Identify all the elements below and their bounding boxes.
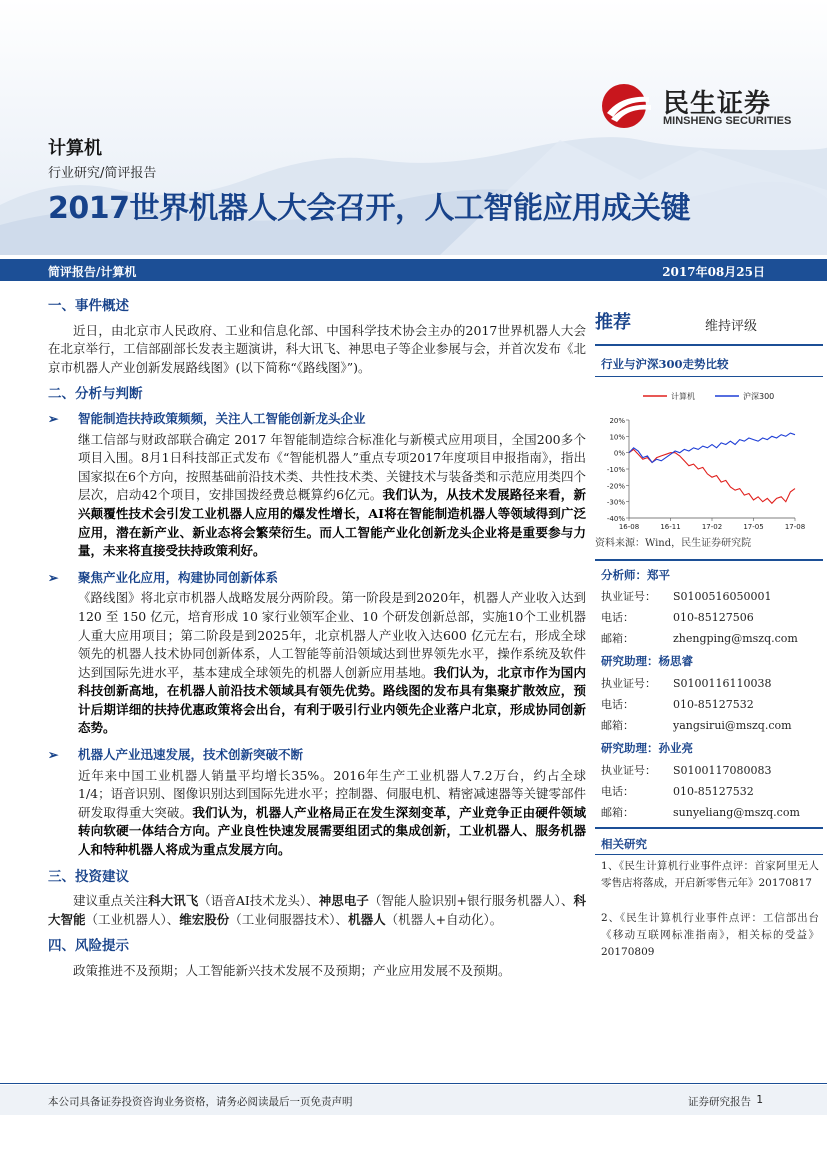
analyst-tel xyxy=(601,609,754,625)
report-category: 简评报告/计算机 xyxy=(48,265,137,279)
section-heading: 四、风险提示 xyxy=(48,938,129,955)
y-tick-label: -40% xyxy=(606,515,625,523)
bullet-title: 聚焦产业化应用，构建协同创新体系 xyxy=(78,569,279,585)
related-item[interactable]: 2、《民生计算机行业事件点评：工信部出台《移动互联网标准指南》，相关标的受益》20170809 xyxy=(601,912,819,958)
info-bar xyxy=(0,259,827,281)
assistant-tel xyxy=(601,696,754,712)
chart-source: 资料来源：Wind，民生证券研究院 xyxy=(595,538,752,549)
section-heading: 三、投资建议 xyxy=(48,868,129,885)
x-tick-label: 17-05 xyxy=(743,523,764,531)
assistant-mail xyxy=(601,717,792,733)
divider xyxy=(595,854,823,855)
label: 执业证号： xyxy=(601,677,656,690)
trend-chart xyxy=(595,380,823,535)
email-link[interactable]: zhengping@mszq.com xyxy=(673,632,798,645)
paragraph: 近日，由北京市人民政府、工业和信息化部、中国科学技术协会主办的2017世界机器人大会在北京举行，工信部副部长发表主题演讲，科大讯飞、神思电子等企业参展与会，并首次发布《北京市机器人产业创新发展路线图》(以下简称“《路线图》”)。 xyxy=(48,322,586,375)
y-tick-label: -30% xyxy=(606,498,625,507)
paragraph: 政策推进不及预期；人工智能新兴技术发展不及预期；产业应用发展不及预期。 xyxy=(73,963,511,978)
footer-label: 证券研究报告 xyxy=(688,1096,751,1108)
text-run: （工业伺服器技术）、 xyxy=(229,911,349,927)
bullet-heading xyxy=(48,569,586,588)
y-tick-label: -20% xyxy=(606,482,625,491)
bullet-text: 继工信部与财政部联合确定 2017 年智能制造综合标准化与新模式应用项目，全国200多个项目入围。8月1日科技部正式发布《“智能机器人”重点专项2017年度项目申报指南》，指出国家拟在6个方向，按照基础前沿技术类、共性技术类、关键技术与装备类和示范应用类四个层次，启动42个项目，安排国拨经费总概算约6亿元。 xyxy=(78,431,586,503)
main-column xyxy=(48,297,586,989)
assistant-heading: 研究助理：孙业亮 xyxy=(601,741,693,755)
label: 执业证号： xyxy=(601,764,656,777)
bullet-paragraph xyxy=(48,431,586,561)
label: 电话： xyxy=(601,785,634,798)
report-title: 2017世界机器人大会召开，人工智能应用成关键 xyxy=(48,191,690,226)
section-heading: 二、分析与判断 xyxy=(48,386,143,403)
assistant-mail xyxy=(601,804,800,820)
related-item[interactable]: 1、《民生计算机行业事件点评：首家阿里无人零售店将落成，开启新零售元年》20170817 xyxy=(601,860,819,889)
bullet-text: 近年来中国工业机器人销量平均增长35%。2016年生产工业机器人7.2万台，约占全球1/4；语音识别、图像识别达到国际先进水平；控制器、伺服电机、精密减速器等关键零部件研发取得重大突破。 xyxy=(78,767,586,820)
value: S0100117080083 xyxy=(673,764,772,777)
text-run: （机器人+自动化）。 xyxy=(385,911,503,927)
series-line-计算机 xyxy=(629,449,795,503)
assistant-tel xyxy=(601,783,754,799)
analyst-cert xyxy=(601,588,772,604)
x-tick-label: 17-02 xyxy=(701,523,723,531)
value: S0100116110038 xyxy=(673,677,772,690)
chart-heading: 行业与沪深300走势比较 xyxy=(601,357,729,371)
x-tick-label: 16-11 xyxy=(660,523,681,531)
x-tick-label: 16-08 xyxy=(618,523,640,531)
value: 010-85127506 xyxy=(673,611,754,624)
label: 邮箱： xyxy=(601,806,634,819)
company-name: 维宏股份 xyxy=(179,911,230,927)
analyst-heading: 分析师：郑平 xyxy=(601,568,670,582)
email-link[interactable]: sunyeliang@mszq.com xyxy=(673,806,800,819)
text-run: （工业机器人）、 xyxy=(85,911,180,927)
y-tick-label: 20% xyxy=(609,417,625,425)
page-number: 1 xyxy=(756,1094,763,1106)
text-run: （智能人脸识别+银行服务机器人）、 xyxy=(368,893,574,909)
bullet-paragraph xyxy=(48,767,586,860)
report-type: 行业研究/简评报告 xyxy=(48,166,157,181)
assistant-cert xyxy=(601,675,772,691)
label: 邮箱： xyxy=(601,632,634,645)
section-heading: 一、事件概述 xyxy=(48,298,129,314)
report-date: 2017年08月25日 xyxy=(662,265,765,279)
bullet-title: 智能制造扶持政策频频，关注人工智能创新龙头企业 xyxy=(78,410,366,426)
rating-note: 维持评级 xyxy=(705,319,758,334)
rating: 推荐 xyxy=(595,312,631,333)
bullet-text: 《路线图》将北京市机器人战略发展分两阶段。第一阶段是到2020年，机器人产业收入达到 120 至 150 亿元，培育形成 10 家行业领军企业、10 个研发创新总部，实施10个工业机器人重大应用项目；第二阶段是到2025年，北京机器人产业收入达600 亿元左右，形成全球领先的机器人技术协同创新体系，人工智能等前沿领域达到世界领先水平，操作系统及软件达到国际先进水平，基本建成全球领先的机器人创新应用基地。 xyxy=(78,590,586,680)
minsheng-logo-icon xyxy=(601,83,657,129)
sector-label: 计算机 xyxy=(48,138,102,159)
text-run: 建议重点关注 xyxy=(73,893,149,909)
assistant-cert xyxy=(601,762,772,778)
analyst-mail xyxy=(601,630,798,646)
label: 邮箱： xyxy=(601,719,634,732)
divider xyxy=(595,559,823,561)
bullet-title: 机器人产业迅速发展，技术创新突破不断 xyxy=(78,747,304,763)
bullet-emphasis: 我们认为，机器人产业格局正在发生深刻变革，产业竞争正由硬件领域转向软硬一体结合方向。产业良性快速发展需要组团式的集成创新，工业机器人、服务机器人和特种机器人将成为重点发展方向。 xyxy=(78,804,586,858)
value: S0100516050001 xyxy=(673,590,772,603)
bullet-emphasis: 我们认为，从技术发展路径来看，新兴颠覆性技术会引发工业机器人应用的爆发性增长，AI将在智能制造机器人等领域得到广泛应用，潜在新产业、新业态将会繁荣衍生。而人工智能产业化创新龙头企业将是重要参与力量，未来将直接受扶持政策利好。 xyxy=(78,487,586,559)
label: 执业证号： xyxy=(601,590,656,603)
series-line-沪深300 xyxy=(629,433,795,462)
investment-paragraph xyxy=(48,892,586,929)
arrow-bullet-icon: ➢ xyxy=(48,410,59,426)
company-name: 神思电子 xyxy=(318,893,369,909)
text-run: （语音AI技术龙头）、 xyxy=(198,893,319,909)
divider xyxy=(595,344,823,346)
label: 电话： xyxy=(601,698,634,711)
assistant-heading: 研究助理：杨思睿 xyxy=(601,654,693,668)
related-heading: 相关研究 xyxy=(601,837,647,851)
y-tick-label: 10% xyxy=(609,433,625,442)
value: 010-85127532 xyxy=(673,698,754,711)
disclaimer: 本公司具备证券投资咨询业务资格，请务必阅读最后一页免责声明 xyxy=(48,1096,353,1108)
legend-label: 计算机 xyxy=(671,392,695,401)
email-link[interactable]: yangsirui@mszq.com xyxy=(673,719,792,732)
label: 电话： xyxy=(601,611,634,624)
x-tick-label: 17-08 xyxy=(784,523,806,531)
footer-rule xyxy=(0,1083,827,1084)
bullet-emphasis: 我们认为，北京市作为国内科技创新高地，在机器人前沿技术领域具有领先优势。路线图的发布具有集聚扩散效应，预计后期详细的扶持优惠政策将会出台，有利于吸引行业内领先企业落户北京，形成协同创新态势。 xyxy=(78,664,586,736)
value: 010-85127532 xyxy=(673,785,754,798)
y-tick-label: -10% xyxy=(606,466,625,474)
brand-name-cn: 民生证券 xyxy=(663,89,772,119)
minsheng-logo xyxy=(601,83,801,129)
legend-label: 沪深300 xyxy=(743,392,775,401)
bullet-heading xyxy=(48,746,586,765)
divider xyxy=(595,827,823,829)
bullet-heading xyxy=(48,410,586,429)
y-tick-label: 0% xyxy=(613,449,625,458)
arrow-bullet-icon: ➢ xyxy=(48,569,59,585)
company-name: 机器人 xyxy=(348,911,386,927)
divider xyxy=(595,376,823,377)
brand-name-en: MINSHENG SECURITIES xyxy=(663,115,792,127)
company-name: 科大智能 xyxy=(48,893,586,927)
footer xyxy=(0,1085,827,1115)
arrow-bullet-icon: ➢ xyxy=(48,747,59,763)
bullet-paragraph xyxy=(48,589,586,738)
company-name: 科大讯飞 xyxy=(148,893,199,909)
